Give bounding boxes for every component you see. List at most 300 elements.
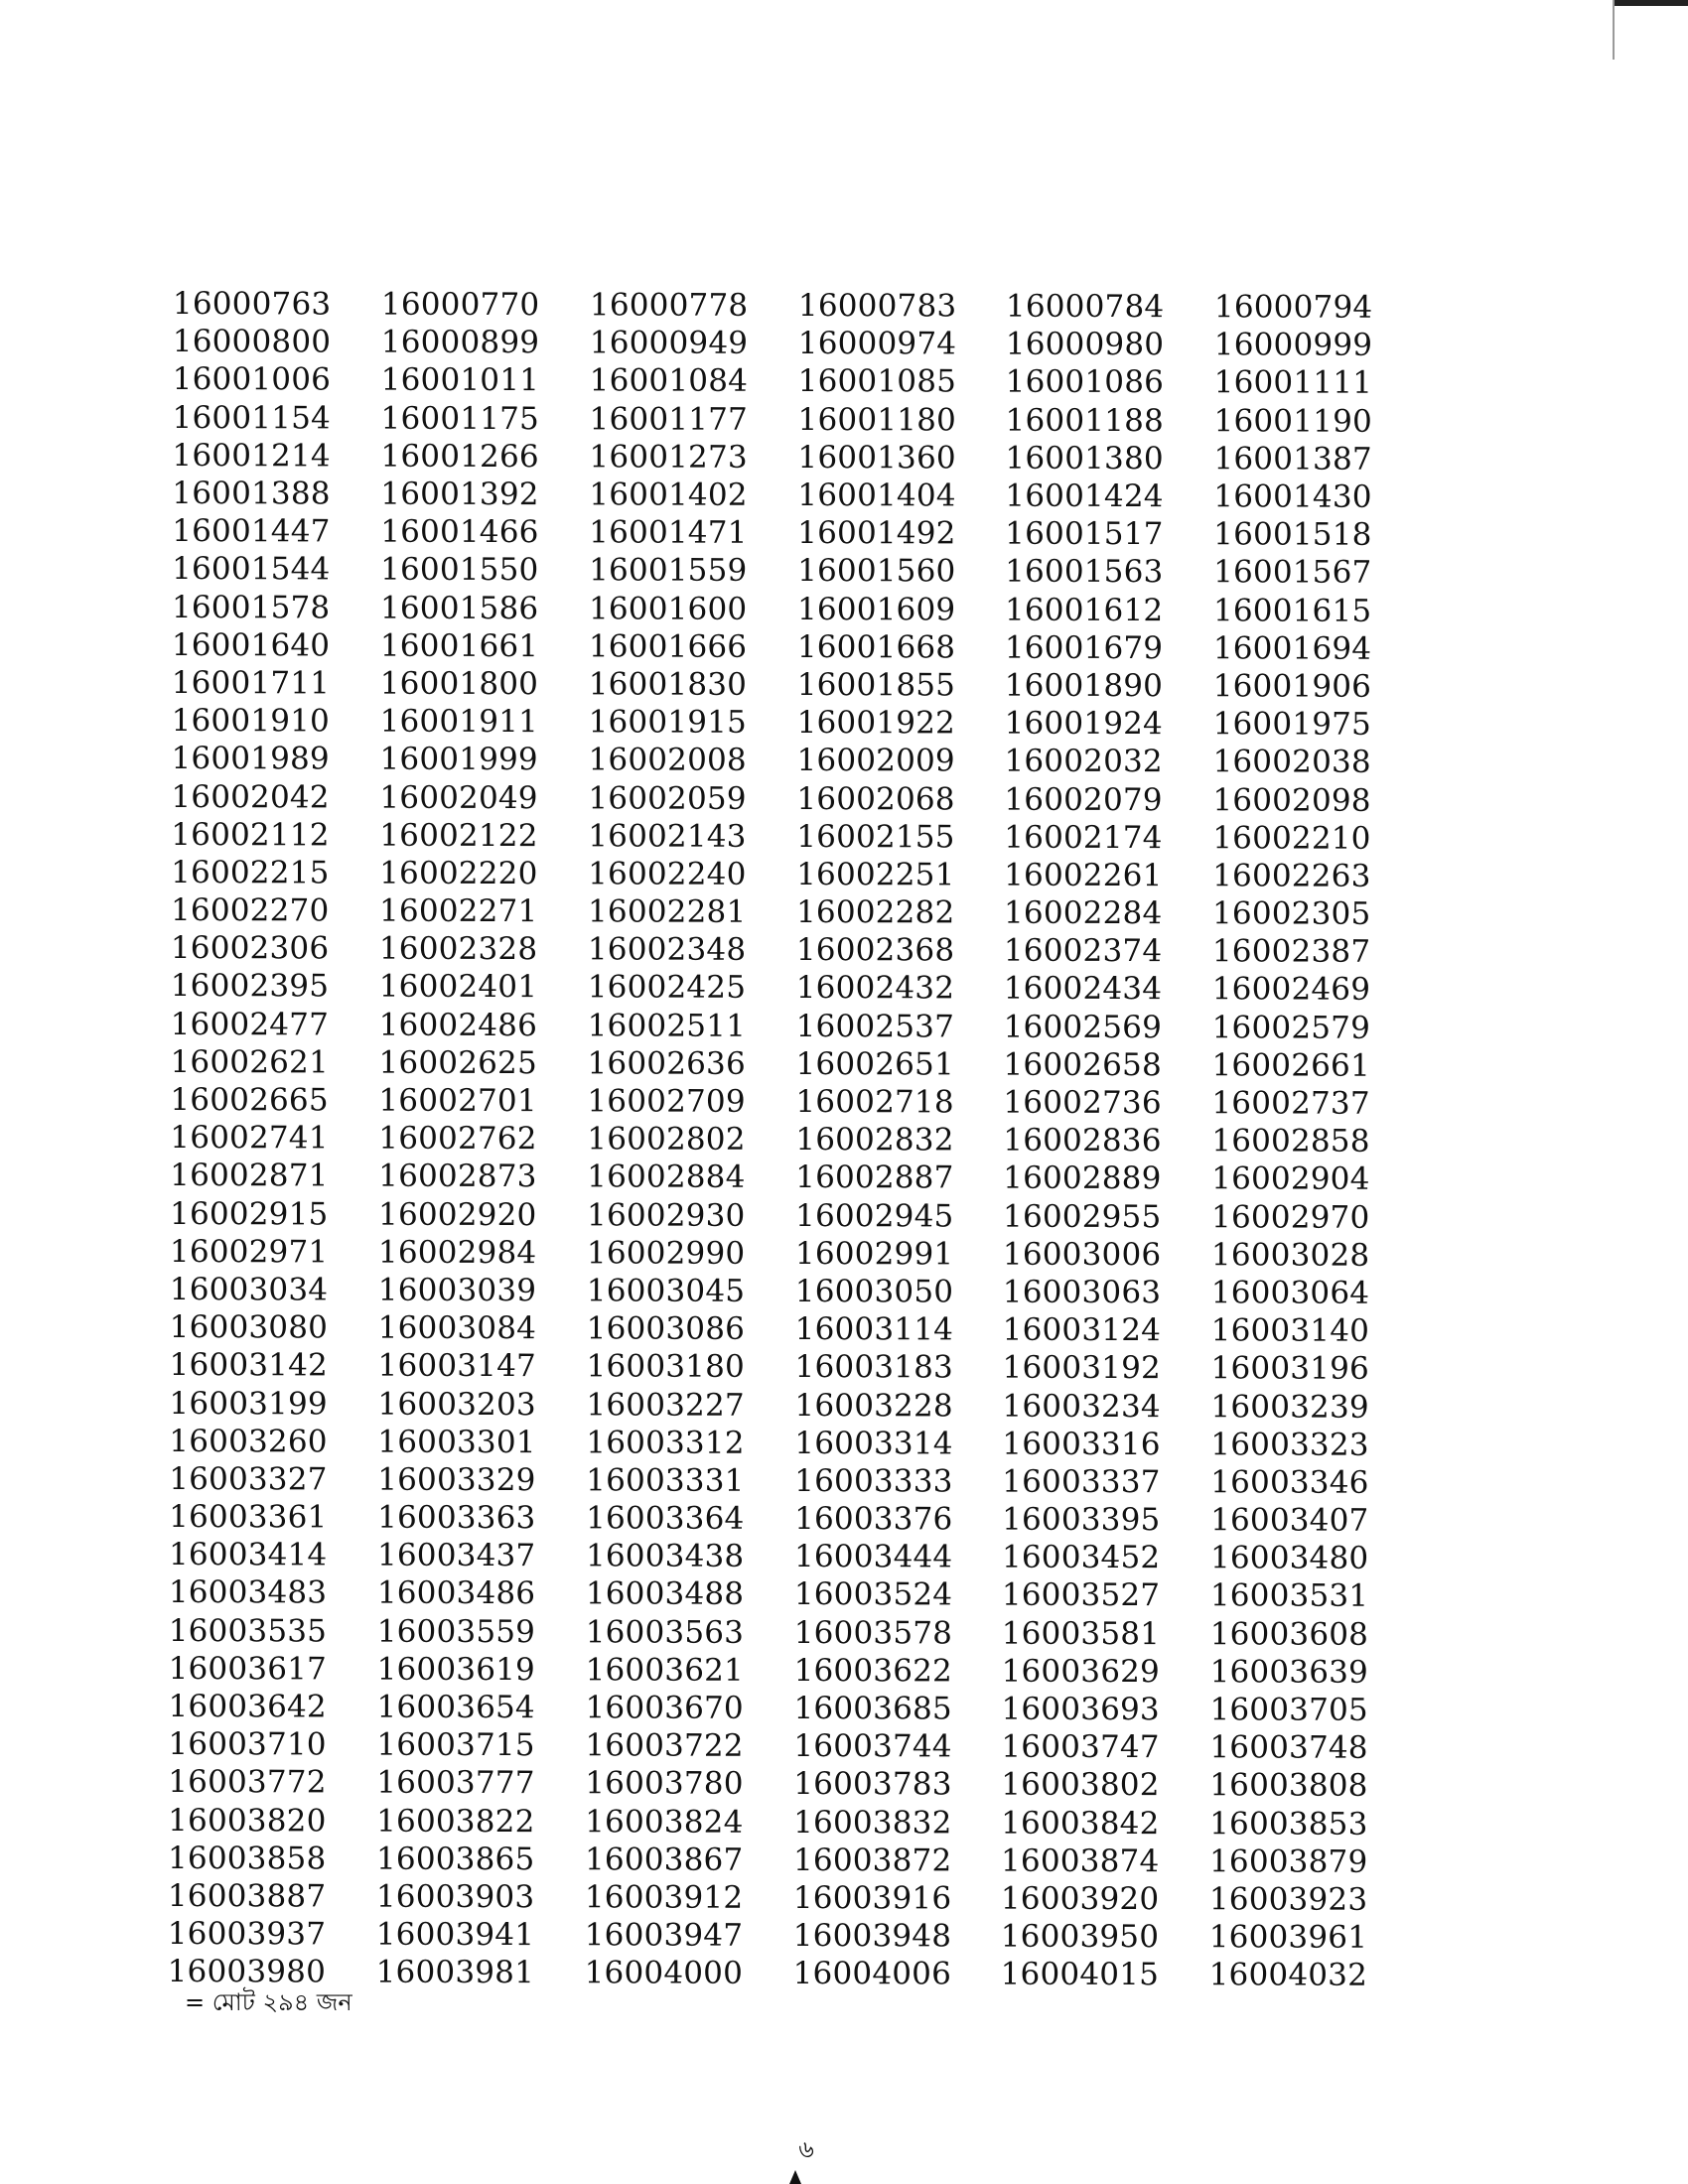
roll-number: 16003865 <box>375 1841 535 1877</box>
roll-number-row <box>171 1006 1392 1047</box>
roll-number: 16002970 <box>1210 1198 1370 1236</box>
roll-number-row <box>168 1840 1389 1881</box>
roll-number-row <box>172 550 1393 592</box>
roll-number: 16003920 <box>1000 1880 1160 1918</box>
roll-number: 16001266 <box>380 438 539 476</box>
roll-number: 16001550 <box>380 552 539 589</box>
roll-number: 16001180 <box>797 401 957 439</box>
roll-number: 16003705 <box>1209 1692 1368 1728</box>
roll-number: 16003192 <box>1002 1349 1162 1387</box>
roll-number: 16002990 <box>586 1235 746 1272</box>
roll-number: 16003199 <box>169 1385 328 1423</box>
roll-number: 16003337 <box>1002 1463 1161 1501</box>
roll-number: 16000980 <box>1005 326 1165 363</box>
roll-number-row <box>169 1650 1390 1692</box>
roll-number-row <box>171 854 1392 895</box>
roll-number: 16003874 <box>1000 1843 1160 1879</box>
roll-number: 16001360 <box>797 439 956 477</box>
roll-number: 16004015 <box>1000 1956 1160 1993</box>
roll-number: 16003316 <box>1002 1426 1161 1462</box>
roll-number-row <box>170 1081 1391 1123</box>
roll-number: 16003867 <box>584 1842 744 1878</box>
roll-number: 16002049 <box>379 779 538 816</box>
roll-number: 16001517 <box>1005 515 1164 553</box>
roll-number: 16001567 <box>1213 554 1372 592</box>
roll-number: 16003780 <box>585 1765 744 1803</box>
roll-number: 16002368 <box>795 932 955 969</box>
roll-number: 16003331 <box>586 1462 745 1499</box>
roll-number: 16001424 <box>1005 478 1164 515</box>
roll-number: 16001890 <box>1004 667 1164 705</box>
roll-number: 16002904 <box>1211 1160 1370 1198</box>
roll-number: 16003622 <box>793 1652 953 1690</box>
roll-number: 16003710 <box>168 1726 327 1763</box>
roll-number: 16001380 <box>1005 440 1164 477</box>
roll-number: 16002079 <box>1004 781 1163 818</box>
roll-number: 16002395 <box>170 968 330 1005</box>
roll-number-row <box>169 1536 1390 1577</box>
roll-number: 16003693 <box>1001 1691 1160 1728</box>
roll-number: 16001430 <box>1213 478 1372 515</box>
roll-number: 16003086 <box>586 1310 746 1347</box>
roll-number: 16003887 <box>167 1877 327 1915</box>
roll-number: 16003480 <box>1209 1540 1369 1577</box>
roll-number: 16003715 <box>376 1726 535 1764</box>
roll-number: 16003981 <box>375 1954 535 1991</box>
roll-number: 16003581 <box>1001 1615 1161 1652</box>
roll-number: 16003670 <box>585 1690 744 1726</box>
roll-number: 16002930 <box>587 1196 746 1234</box>
roll-number: 16002625 <box>378 1044 537 1082</box>
roll-number: 16003180 <box>586 1348 746 1386</box>
roll-number: 16003452 <box>1001 1539 1161 1576</box>
roll-number: 16000999 <box>1213 327 1373 364</box>
roll-number: 16001855 <box>796 666 956 704</box>
roll-number: 16002651 <box>795 1045 954 1083</box>
roll-number: 16001085 <box>797 363 957 400</box>
roll-number: 16001661 <box>379 627 539 664</box>
roll-number: 16000794 <box>1213 289 1373 326</box>
roll-number-row <box>171 929 1392 971</box>
roll-number: 16001999 <box>379 742 538 778</box>
roll-number-row <box>170 1043 1391 1085</box>
roll-number: 16002971 <box>169 1233 329 1271</box>
roll-number: 16002240 <box>588 856 747 892</box>
roll-number-row <box>168 1915 1389 1957</box>
roll-number: 16002143 <box>588 818 747 855</box>
roll-number: 16002665 <box>170 1082 329 1119</box>
roll-number: 16003619 <box>376 1651 536 1688</box>
roll-number: 16003642 <box>168 1689 327 1725</box>
roll-number-row <box>168 1801 1389 1843</box>
roll-number: 16003808 <box>1209 1767 1368 1805</box>
roll-number: 16003361 <box>169 1499 328 1536</box>
roll-number: 16001273 <box>589 439 748 476</box>
roll-number: 16003608 <box>1209 1615 1369 1653</box>
roll-number-row <box>170 1119 1391 1160</box>
roll-number: 16002008 <box>588 742 747 779</box>
roll-number: 16001471 <box>589 514 748 552</box>
roll-number: 16003228 <box>794 1387 953 1425</box>
roll-number: 16003563 <box>585 1613 745 1651</box>
roll-number: 16003444 <box>793 1539 953 1575</box>
roll-number: 16003559 <box>376 1613 536 1650</box>
roll-number: 16001111 <box>1213 364 1373 402</box>
roll-number: 16001711 <box>171 664 331 702</box>
roll-number: 16003535 <box>168 1612 328 1650</box>
roll-number: 16002920 <box>378 1196 537 1233</box>
roll-number: 16003621 <box>585 1652 745 1689</box>
roll-number-row <box>169 1573 1390 1615</box>
roll-number-row <box>170 1308 1391 1350</box>
roll-number: 16003327 <box>169 1460 328 1498</box>
roll-number: 16002155 <box>796 818 955 856</box>
roll-number: 16003527 <box>1001 1577 1161 1614</box>
roll-number: 16001011 <box>380 362 540 399</box>
roll-number: 16003183 <box>794 1349 954 1386</box>
roll-number: 16001492 <box>797 515 956 552</box>
roll-number: 16001006 <box>172 361 332 398</box>
roll-number: 16001544 <box>172 551 331 588</box>
roll-number: 16001906 <box>1212 668 1372 705</box>
roll-number-row <box>169 1498 1390 1540</box>
roll-number: 16003531 <box>1209 1577 1369 1615</box>
roll-number: 16003364 <box>586 1500 745 1537</box>
roll-number: 16002042 <box>171 778 330 816</box>
roll-number: 16002871 <box>170 1158 329 1194</box>
roll-number: 16002621 <box>170 1043 329 1081</box>
roll-number: 16002281 <box>587 893 747 930</box>
roll-number-grid <box>168 285 1394 1994</box>
roll-number: 16001560 <box>797 553 956 590</box>
roll-number: 16003196 <box>1210 1350 1370 1388</box>
roll-number: 16001154 <box>172 399 332 437</box>
roll-number: 16002537 <box>795 1008 955 1045</box>
roll-number: 16001392 <box>380 476 539 513</box>
roll-number-row <box>171 967 1392 1009</box>
roll-number: 16002374 <box>1003 932 1163 970</box>
roll-number: 16001915 <box>588 704 748 741</box>
roll-number: 16002701 <box>378 1082 537 1120</box>
roll-number: 16003064 <box>1210 1275 1370 1311</box>
roll-number-row <box>172 512 1393 554</box>
roll-number: 16001668 <box>796 628 956 666</box>
roll-number: 16001177 <box>589 400 749 438</box>
roll-number: 16003947 <box>584 1917 744 1954</box>
roll-number: 16001190 <box>1213 402 1373 440</box>
roll-number: 16003333 <box>794 1462 953 1500</box>
roll-number: 16002098 <box>1212 781 1371 819</box>
roll-number: 16002718 <box>795 1084 954 1121</box>
roll-number: 16001694 <box>1212 630 1372 667</box>
roll-number-row <box>172 588 1393 629</box>
roll-number-row <box>171 891 1392 933</box>
roll-number-row <box>168 1877 1389 1919</box>
roll-number: 16001404 <box>797 478 956 514</box>
roll-number-row <box>170 1233 1391 1275</box>
page-number: ৬ <box>798 2135 814 2163</box>
roll-number-row <box>173 285 1394 327</box>
roll-number-row <box>169 1423 1390 1464</box>
roll-number: 16002305 <box>1211 895 1371 932</box>
roll-number: 16003203 <box>377 1386 536 1423</box>
roll-number: 16002887 <box>795 1160 954 1196</box>
roll-number: 16002579 <box>1211 1009 1371 1046</box>
roll-number: 16002112 <box>171 816 330 854</box>
roll-number-row <box>173 323 1394 364</box>
roll-number: 16003346 <box>1210 1464 1369 1501</box>
roll-number: 16003234 <box>1002 1388 1161 1425</box>
roll-number: 16003820 <box>168 1802 327 1840</box>
roll-number: 16002432 <box>795 970 955 1007</box>
roll-number: 16002836 <box>1003 1122 1162 1160</box>
roll-number: 16001518 <box>1213 516 1372 554</box>
roll-number: 16003140 <box>1210 1312 1370 1349</box>
roll-number: 16003063 <box>1002 1274 1162 1311</box>
roll-number: 16003923 <box>1208 1881 1368 1918</box>
roll-number: 16003227 <box>586 1386 745 1424</box>
roll-number: 16002984 <box>377 1234 537 1271</box>
roll-number: 16002802 <box>587 1121 746 1159</box>
roll-number: 16003879 <box>1208 1843 1368 1880</box>
roll-number: 16003824 <box>585 1803 744 1841</box>
roll-number: 16003948 <box>792 1918 952 1955</box>
roll-number: 16004006 <box>792 1956 952 1992</box>
roll-number: 16003912 <box>584 1879 744 1916</box>
roll-number: 16002348 <box>587 931 747 969</box>
roll-number: 16002328 <box>378 930 538 968</box>
roll-number: 16000949 <box>589 325 749 362</box>
roll-number: 16003084 <box>377 1309 537 1347</box>
roll-number: 16003142 <box>169 1347 329 1384</box>
roll-number: 16003488 <box>585 1575 745 1613</box>
roll-number: 16001640 <box>171 626 331 664</box>
roll-number: 16003961 <box>1208 1919 1368 1956</box>
roll-number: 16002038 <box>1212 744 1371 781</box>
roll-number: 16003039 <box>377 1272 537 1309</box>
roll-number: 16002889 <box>1003 1160 1162 1197</box>
roll-number: 16003783 <box>793 1766 952 1803</box>
roll-number: 16002220 <box>379 855 538 892</box>
roll-number-row <box>172 626 1393 668</box>
roll-number: 16002832 <box>795 1122 954 1159</box>
roll-number: 16003028 <box>1210 1237 1370 1274</box>
scanned-page-edge <box>1613 0 1688 60</box>
roll-number-row <box>170 1271 1391 1312</box>
roll-number: 16002261 <box>1004 857 1163 894</box>
roll-number: 16002762 <box>378 1120 537 1158</box>
roll-number: 16003239 <box>1210 1388 1369 1426</box>
roll-number: 16003414 <box>168 1537 328 1573</box>
roll-number: 16003407 <box>1210 1502 1369 1539</box>
roll-number: 16003747 <box>1001 1728 1160 1766</box>
roll-number: 16003722 <box>585 1727 744 1765</box>
roll-number: 16004000 <box>584 1955 744 1992</box>
roll-number: 16002477 <box>170 1006 330 1043</box>
roll-number: 16003872 <box>792 1842 952 1879</box>
roll-number: 16002945 <box>795 1197 954 1235</box>
roll-number: 16001447 <box>172 513 331 550</box>
roll-number: 16001466 <box>380 513 539 551</box>
roll-number-row <box>169 1460 1390 1502</box>
roll-number-row <box>168 1763 1389 1805</box>
roll-number: 16003980 <box>167 1954 327 1990</box>
roll-number: 16003329 <box>377 1461 536 1499</box>
roll-number: 16002661 <box>1211 1047 1370 1084</box>
roll-number: 16001175 <box>380 400 540 437</box>
roll-number: 16003802 <box>1001 1767 1160 1804</box>
roll-number: 16003147 <box>377 1347 537 1385</box>
roll-number: 16002425 <box>587 969 747 1007</box>
roll-number: 16003617 <box>168 1650 328 1688</box>
roll-number: 16003744 <box>793 1728 952 1765</box>
roll-number: 16003772 <box>168 1764 327 1801</box>
roll-number-row <box>171 816 1392 858</box>
roll-number: 16003114 <box>794 1311 954 1348</box>
roll-number: 16001679 <box>1004 629 1164 666</box>
roll-number: 16002469 <box>1211 971 1371 1009</box>
roll-number: 16003437 <box>376 1537 536 1574</box>
roll-number: 16004032 <box>1208 1957 1368 1994</box>
roll-number-row <box>168 1688 1389 1729</box>
roll-number-row <box>173 399 1394 441</box>
roll-number: 16003080 <box>169 1309 329 1346</box>
roll-number: 16003654 <box>376 1689 535 1726</box>
roll-number: 16002122 <box>379 817 538 854</box>
roll-number: 16003124 <box>1002 1311 1162 1349</box>
roll-number: 16003312 <box>586 1425 745 1461</box>
roll-number: 16003937 <box>167 1916 327 1953</box>
roll-number: 16000783 <box>797 288 957 325</box>
roll-number-row <box>169 1384 1390 1426</box>
roll-number-row <box>170 1194 1391 1236</box>
roll-number: 16001559 <box>589 552 748 590</box>
roll-number: 16002009 <box>796 743 955 779</box>
roll-number: 16002991 <box>794 1235 954 1273</box>
roll-number: 16001609 <box>796 591 956 628</box>
roll-number-row <box>172 437 1393 478</box>
roll-number: 16001586 <box>379 590 539 626</box>
roll-number: 16002741 <box>170 1120 329 1157</box>
roll-number: 16002174 <box>1004 819 1163 856</box>
roll-number-row <box>171 740 1392 781</box>
roll-number-row <box>173 360 1394 402</box>
roll-number: 16003950 <box>1000 1918 1160 1956</box>
roll-number: 16001924 <box>1004 705 1164 743</box>
roll-number: 16002387 <box>1211 933 1371 971</box>
roll-number-row <box>171 777 1392 819</box>
roll-number: 16001387 <box>1213 441 1372 478</box>
roll-number: 16001922 <box>796 705 956 742</box>
roll-number: 16001214 <box>172 437 331 475</box>
roll-number: 16002737 <box>1211 1085 1370 1122</box>
roll-number: 16003748 <box>1209 1729 1368 1767</box>
roll-number: 16002306 <box>170 930 330 967</box>
roll-number: 16002271 <box>378 892 538 930</box>
roll-number: 16002955 <box>1003 1198 1162 1235</box>
roll-number: 16002858 <box>1211 1123 1370 1160</box>
roll-number: 16001086 <box>1005 364 1165 401</box>
roll-number-row <box>172 702 1393 744</box>
roll-number: 16003483 <box>168 1574 328 1611</box>
roll-number: 16001666 <box>588 628 748 665</box>
roll-number: 16003685 <box>793 1691 952 1727</box>
roll-number: 16001084 <box>589 362 749 400</box>
roll-number-row <box>168 1725 1389 1767</box>
total-count: = মোট ২৯৪ জন <box>185 1988 352 2016</box>
roll-number: 16003524 <box>793 1576 953 1613</box>
roll-number: 16002569 <box>1003 1009 1163 1045</box>
roll-number: 16003486 <box>376 1575 536 1612</box>
roll-number: 16003842 <box>1001 1805 1160 1842</box>
roll-number: 16003916 <box>792 1879 952 1917</box>
roll-number: 16002434 <box>1003 971 1163 1008</box>
roll-number: 16002263 <box>1212 858 1371 894</box>
roll-number: 16002658 <box>1003 1046 1162 1083</box>
roll-number-row <box>169 1612 1390 1654</box>
roll-number: 16003034 <box>169 1271 329 1308</box>
roll-number: 16003438 <box>585 1538 745 1575</box>
roll-number: 16001402 <box>589 477 748 513</box>
roll-number: 16000899 <box>380 324 540 361</box>
roll-number: 16002486 <box>378 1007 538 1043</box>
roll-number: 16003376 <box>794 1501 953 1538</box>
bottom-mark <box>789 2170 801 2184</box>
roll-number: 16003629 <box>1001 1653 1161 1690</box>
roll-number: 16002282 <box>795 894 955 931</box>
roll-number: 16002210 <box>1212 820 1371 857</box>
roll-number: 16000763 <box>172 286 332 323</box>
roll-number: 16001910 <box>171 703 331 740</box>
roll-number: 16003822 <box>376 1803 535 1840</box>
roll-number: 16002873 <box>378 1159 537 1195</box>
roll-number: 16000800 <box>172 324 332 360</box>
roll-number: 16003858 <box>167 1840 327 1877</box>
roll-number-row <box>170 1157 1391 1198</box>
roll-number: 16003853 <box>1209 1805 1368 1843</box>
roll-number: 16002636 <box>587 1045 746 1082</box>
roll-number: 16001578 <box>171 589 331 626</box>
roll-number: 16002736 <box>1003 1084 1162 1122</box>
roll-number-row <box>170 1346 1391 1388</box>
roll-number: 16003832 <box>793 1804 952 1842</box>
roll-number: 16003578 <box>793 1614 953 1652</box>
roll-number: 16002251 <box>796 856 955 893</box>
roll-number: 16001800 <box>379 665 539 703</box>
roll-number: 16003639 <box>1209 1654 1369 1691</box>
roll-number: 16003006 <box>1002 1236 1162 1273</box>
roll-number: 16001563 <box>1005 554 1164 591</box>
roll-number: 16002059 <box>588 779 747 817</box>
roll-number: 16003777 <box>376 1765 535 1802</box>
roll-number: 16001975 <box>1212 706 1372 743</box>
roll-number: 16003395 <box>1002 1501 1161 1539</box>
roll-number: 16002401 <box>378 969 538 1006</box>
roll-number: 16000974 <box>797 326 957 362</box>
roll-number-row <box>172 664 1393 706</box>
roll-number: 16002284 <box>1003 894 1163 932</box>
roll-number: 16003050 <box>794 1273 954 1310</box>
roll-number: 16002915 <box>170 1195 329 1233</box>
roll-number: 16001911 <box>379 703 539 741</box>
roll-number: 16000784 <box>1005 288 1165 326</box>
roll-number: 16001989 <box>171 741 330 777</box>
roll-number: 16002709 <box>587 1083 746 1120</box>
roll-number: 16003323 <box>1210 1427 1369 1463</box>
roll-number: 16002215 <box>171 854 330 891</box>
roll-number: 16003301 <box>377 1424 536 1460</box>
roll-number: 16003045 <box>586 1273 746 1309</box>
